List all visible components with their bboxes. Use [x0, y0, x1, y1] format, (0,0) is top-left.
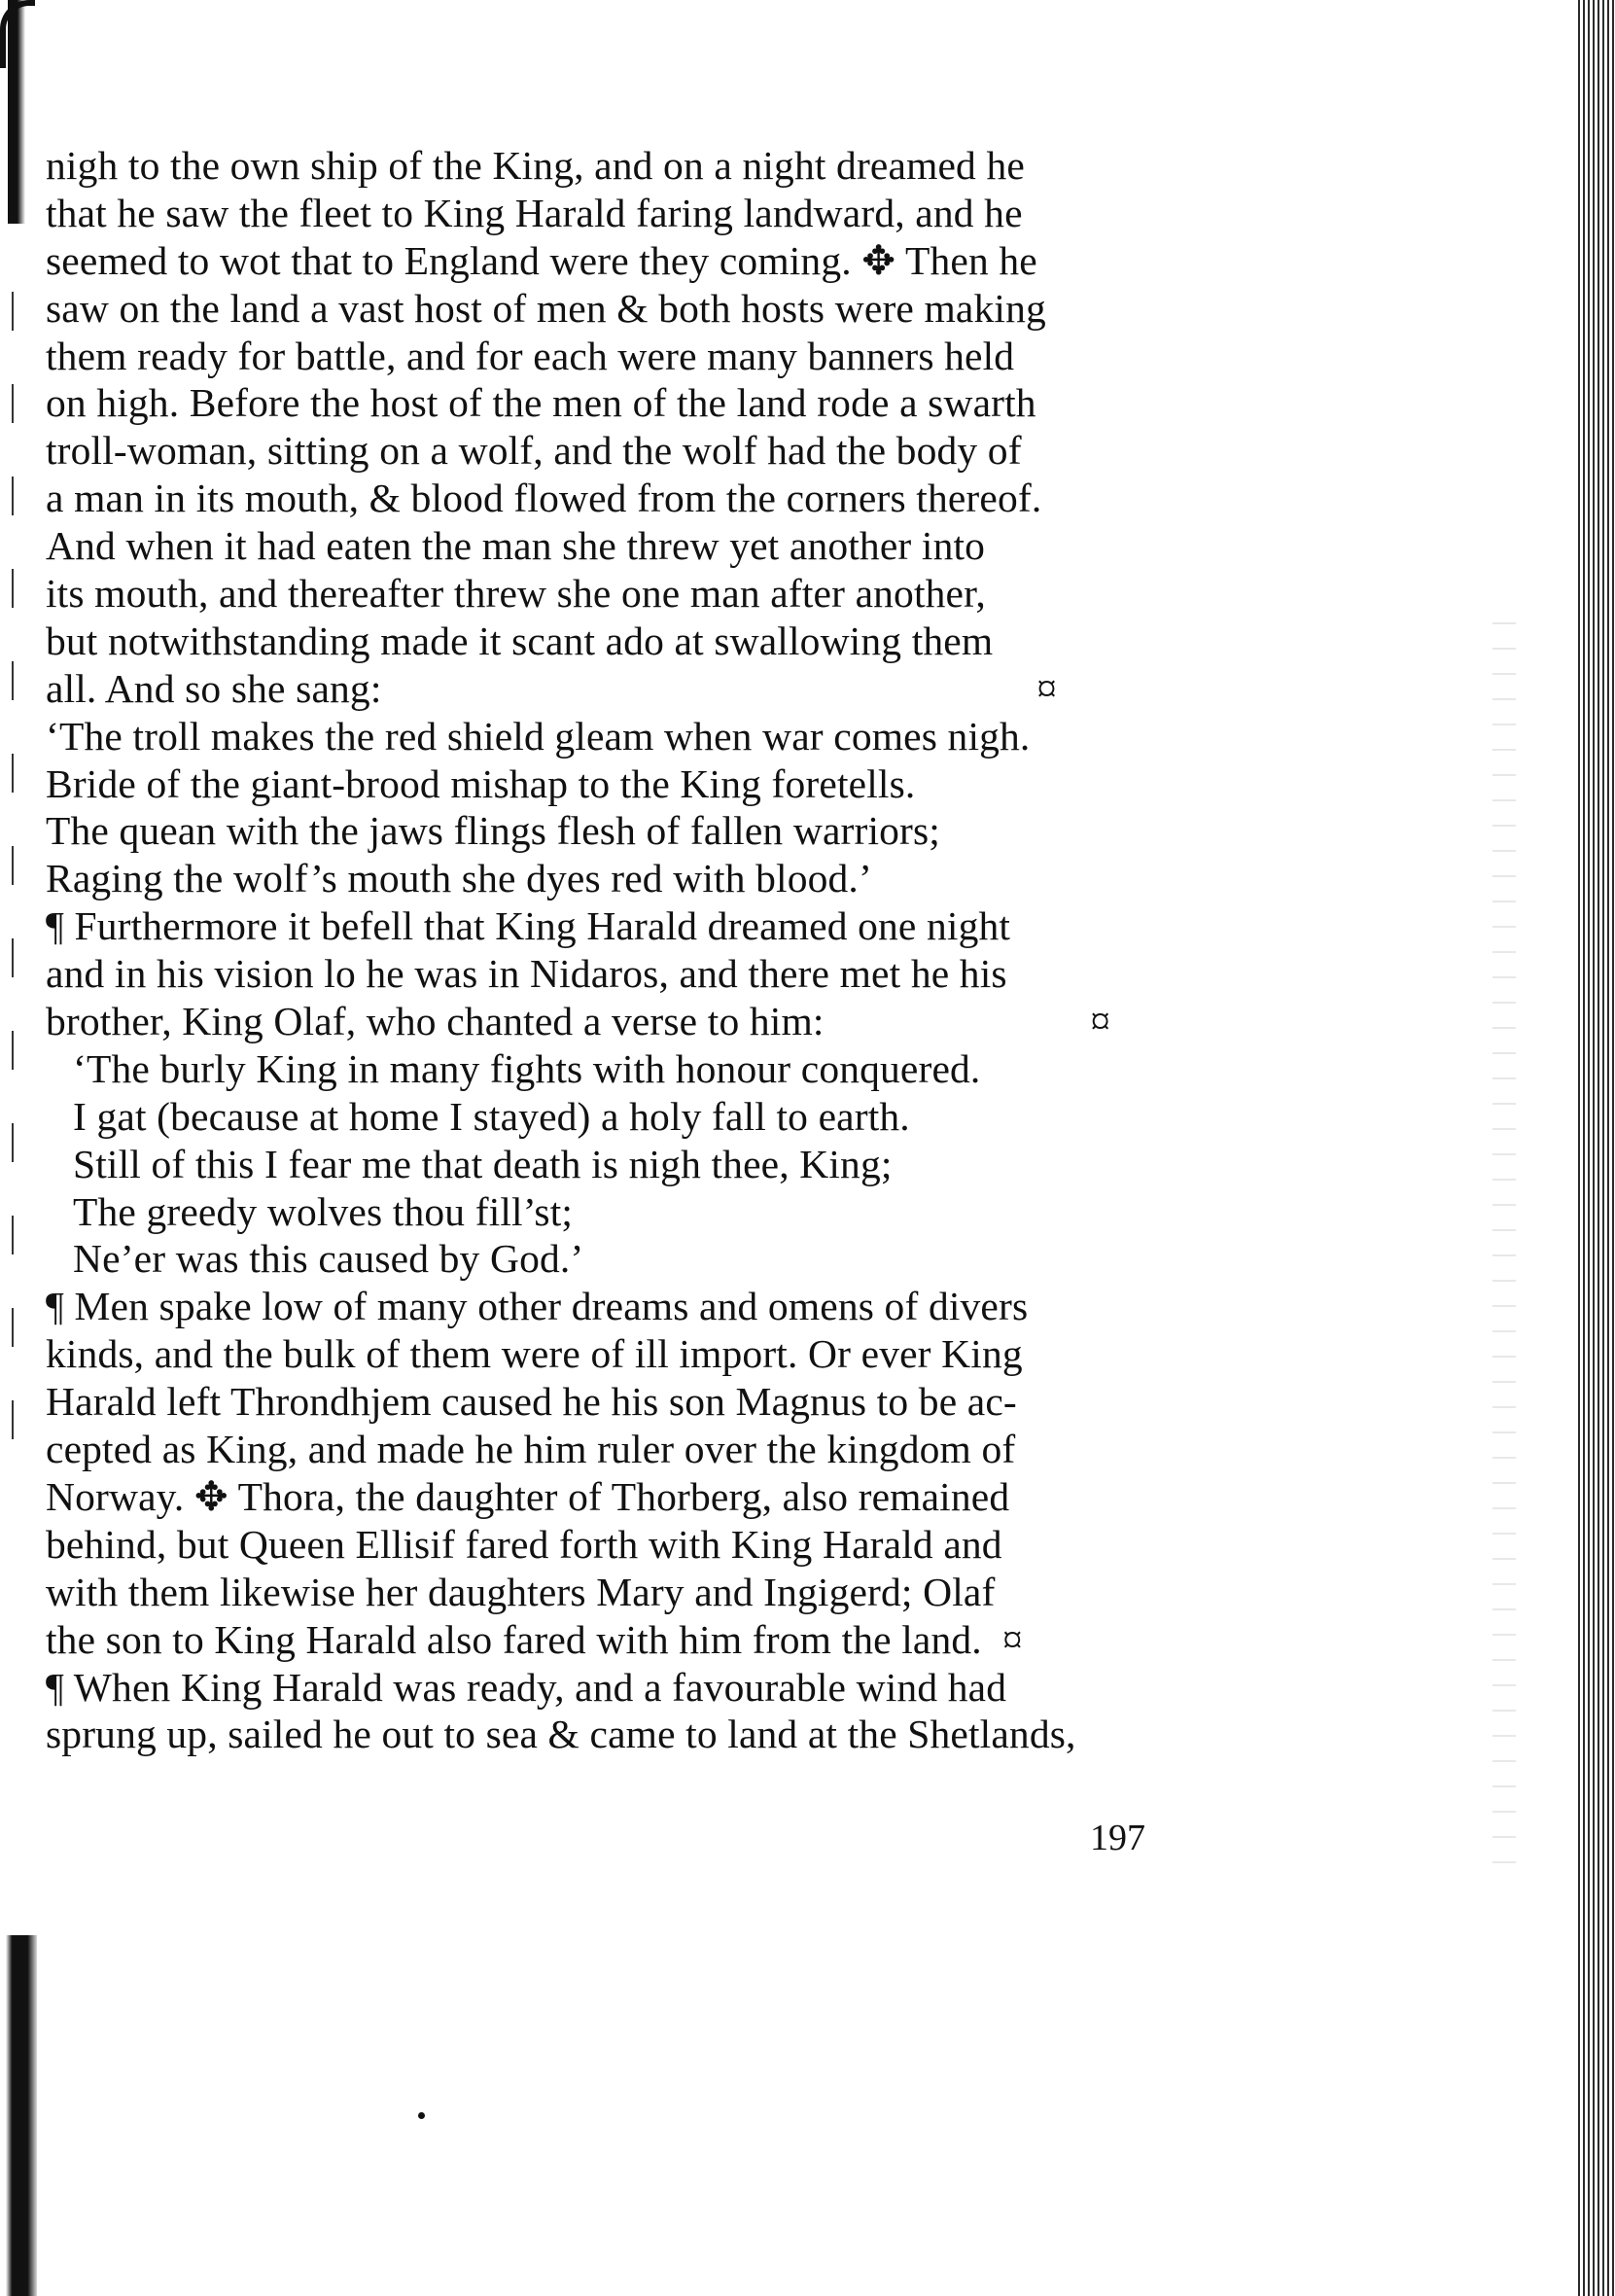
verse-line: Bride of the giant-brood mishap to the King foretells. — [46, 760, 916, 806]
verse-line: ‘The troll makes the red shield gleam when war comes nigh. — [46, 713, 1031, 759]
text-line: cepted as King, and made he him ruler over the kingdom of — [46, 1427, 1016, 1472]
text-line: kinds, and the bulk of them were of ill import. Or ever King — [46, 1331, 1023, 1377]
verse-line: ‘The burly King in many fights with honour conquered. — [73, 1045, 981, 1091]
text-line: all. And so she sang: ¤ — [46, 665, 1058, 711]
text-line: nigh to the own ship of the King, and on a night dreamed he — [46, 143, 1025, 188]
text-line: Norway. ✥ Thora, the daughter of Thorberg, also remained — [46, 1473, 1010, 1519]
scan-binding-shadow-top — [8, 0, 25, 224]
text-line: that he saw the fleet to King Harald faring landward, and he — [46, 190, 1023, 235]
text-line: And when it had eaten the man she threw yet another into — [46, 523, 986, 569]
text-line: seemed to wot that to England were they coming. ✥ Then he — [46, 237, 1037, 283]
page-number: 197 — [1090, 1818, 1145, 1858]
verse-line: The quean with the jaws flings flesh of fallen warriors; — [46, 808, 940, 854]
text-line: ¶ Furthermore it befell that King Harald dreamed one night — [46, 903, 1011, 949]
text-line: with them likewise her daughters Mary and Ingigerd; Olaf — [46, 1569, 996, 1614]
verse-line: Raging the wolf’s mouth she dyes red with blood.’ — [46, 856, 872, 901]
scan-left-margin-marks — [12, 292, 14, 1459]
verse-line: Still of this I fear me that death is nigh thee, King; — [73, 1141, 893, 1186]
text-line: on high. Before the host of the men of the land rode a swarth — [46, 380, 1036, 426]
text-line: a man in its mouth, & blood flowed from the corners thereof. — [46, 476, 1042, 521]
text-line: and in his vision lo he was in Nidaros, and there met he his — [46, 951, 1007, 997]
text-line: troll-woman, sitting on a wolf, and the wolf had the body of — [46, 428, 1022, 474]
text-line: but notwithstanding made it scant ado at swallowing them — [46, 618, 994, 663]
text-line: ¶ Men spake low of many other dreams and omens of divers — [46, 1284, 1029, 1329]
verse-line: Ne’er was this caused by God.’ — [73, 1236, 584, 1282]
text-line: them ready for battle, and for each were many banners held — [46, 333, 1015, 378]
scan-binding-shadow-bottom — [6, 1935, 37, 2296]
text-line: brother, King Olaf, who chanted a verse to him: ¤ — [46, 999, 1111, 1044]
verse-line: The greedy wolves thou fill’st; — [73, 1188, 574, 1234]
text-line: behind, but Queen Ellisif fared forth with King Harald and — [46, 1521, 1002, 1567]
text-line: saw on the land a vast host of men & both hosts were making — [46, 285, 1046, 331]
body-text — [46, 142, 1256, 1758]
text-line: sprung up, sailed he out to sea & came to land at the Shetlands, — [46, 1712, 1076, 1757]
scan-page-stack-edge — [1578, 0, 1615, 2296]
text-line: ¶ When King Harald was ready, and a favourable wind had — [46, 1664, 1007, 1710]
text-line: its mouth, and thereafter threw she one man after another, — [46, 571, 986, 617]
scan-speck — [418, 2112, 425, 2119]
text-line: the son to King Harald also fared with him from the land. ¤ — [46, 1616, 1023, 1662]
verse-line: I gat (because at home I stayed) a holy fall to earth. — [73, 1093, 910, 1139]
text-line: Harald left Throndhjem caused he his son Magnus to be ac- — [46, 1379, 1017, 1425]
scan-bleed-through — [1492, 622, 1516, 1887]
